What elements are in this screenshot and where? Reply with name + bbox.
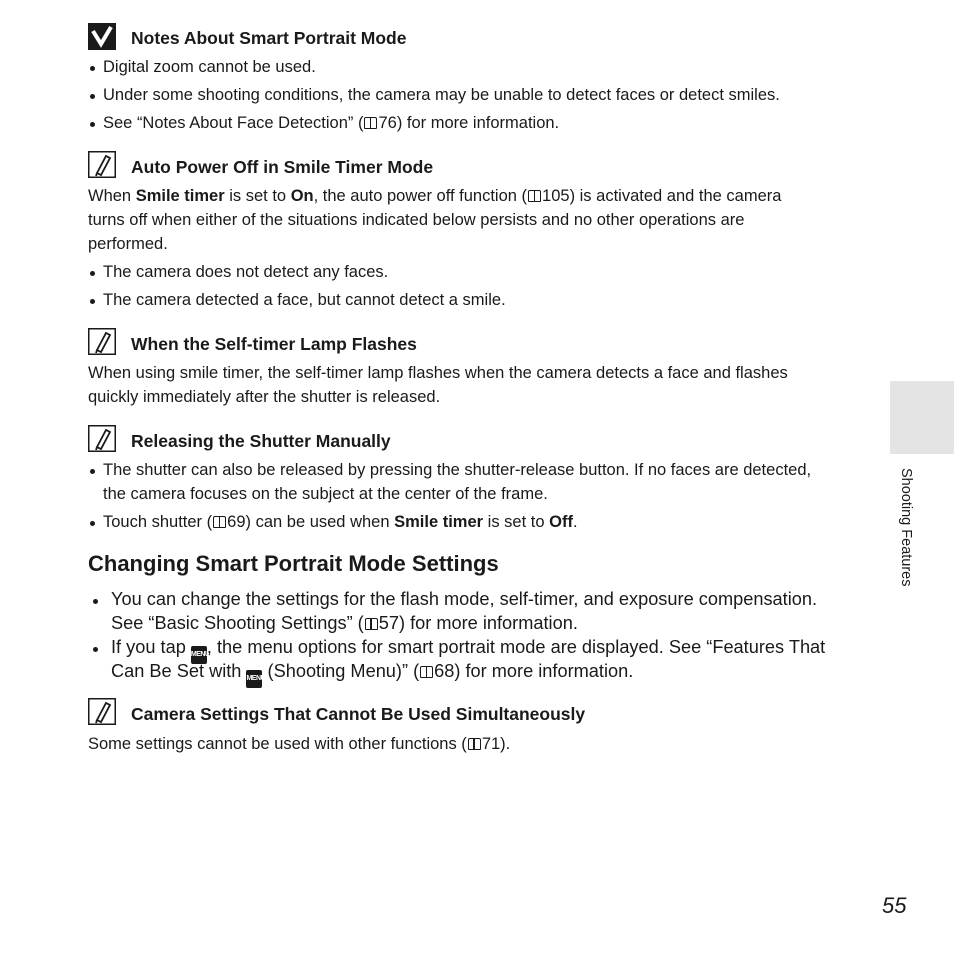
text: Can Be Set with [111, 661, 247, 681]
bullet [90, 94, 95, 99]
auto-power-off-bullet-1: The camera does not detect any faces. [103, 263, 389, 281]
heading-release-manually: Releasing the Shutter Manually [131, 431, 391, 451]
book-reference-icon [420, 666, 433, 678]
term-smile-timer: Smile timer [135, 187, 225, 205]
side-chapter-tab [890, 381, 954, 454]
book-reference-icon [468, 738, 481, 750]
changing-bullet-1-line-2 [111, 612, 578, 634]
release-bullet-2 [103, 511, 578, 533]
menu-icon: MENU [191, 646, 207, 664]
menu-icon: MENU [246, 670, 262, 688]
bullet [90, 469, 95, 474]
term-off: Off [549, 513, 573, 531]
heading-cannot-simultaneous: Camera Settings That Cannot Be Used Simultaneously [131, 704, 586, 724]
heading-auto-power-off: Auto Power Off in Smile Timer Mode [131, 157, 434, 177]
text: See “Notes About Face Detection” ( [103, 114, 364, 132]
book-reference-icon [528, 190, 541, 202]
bullet [90, 122, 95, 127]
notes-bullet-1: Digital zoom cannot be used. [103, 58, 316, 76]
text: ) is activated and the camera [569, 187, 782, 205]
page-ref[interactable]: 69 [227, 513, 246, 531]
text: , the menu options for smart portrait mode are displayed. See “Features That [206, 637, 826, 657]
page-ref[interactable]: 57 [378, 613, 399, 633]
note-pencil-icon [88, 328, 116, 355]
text: ) for more information. [454, 661, 634, 681]
release-bullet-1-line-2: the camera focuses on the subject at the center of the frame. [103, 485, 548, 503]
text: ). [500, 735, 511, 753]
page-ref[interactable]: 105 [542, 187, 570, 205]
self-timer-para-line-1: When using smile timer, the self-timer lamp flashes when the camera detects a face and flashes [88, 364, 788, 382]
auto-power-off-para-line-1 [88, 185, 781, 207]
cannot-simultaneous-para [88, 733, 510, 755]
bullet [93, 647, 98, 652]
text: See “Basic Shooting Settings” ( [111, 613, 364, 633]
text: (Shooting Menu)” ( [262, 661, 420, 681]
bullet [93, 599, 98, 604]
self-timer-para-line-2: quickly immediately after the shutter is released. [88, 388, 441, 406]
text: ) for more information. [396, 114, 560, 132]
auto-power-off-para-line-3: performed. [88, 235, 168, 253]
bullet [90, 299, 95, 304]
book-reference-icon [364, 117, 377, 129]
page-number: 55 [882, 893, 907, 918]
auto-power-off-bullet-2: The camera detected a face, but cannot detect a smile. [103, 291, 506, 309]
text: ) for more information. [398, 613, 578, 633]
heading-notes-smart-portrait: Notes About Smart Portrait Mode [131, 28, 407, 48]
heading-self-timer-lamp: When the Self-timer Lamp Flashes [131, 334, 417, 354]
book-reference-icon [213, 516, 226, 528]
changing-bullet-1-line-1: You can change the settings for the flash mode, self-timer, and exposure compensation. [111, 589, 818, 609]
term-on: On [290, 187, 314, 205]
text: Touch shutter ( [103, 513, 213, 531]
text: is set to [483, 513, 550, 531]
text: ) can be used when [245, 513, 395, 531]
changing-bullet-2-line-2 [111, 660, 633, 688]
bullet [90, 66, 95, 71]
auto-power-off-para-line-2: turns off when either of the situations indicated below persists and no other operations are [88, 211, 745, 229]
text: is set to [224, 187, 291, 205]
notes-bullet-3 [103, 112, 559, 134]
page-ref[interactable]: 68 [434, 661, 455, 681]
bullet [90, 271, 95, 276]
text: , the auto power off function ( [313, 187, 528, 205]
notes-bullet-2: Under some shooting conditions, the camera may be unable to detect faces or detect smiles. [103, 86, 780, 104]
note-pencil-icon [88, 698, 116, 725]
note-pencil-icon [88, 151, 116, 178]
side-chapter-label: Shooting Features [898, 468, 914, 587]
text: . [572, 513, 578, 531]
text: When [88, 187, 136, 205]
text: If you tap [111, 637, 191, 657]
term-smile-timer: Smile timer [394, 513, 484, 531]
text: Some settings cannot be used with other functions ( [88, 735, 467, 753]
release-bullet-1-line-1: The shutter can also be released by pressing the shutter-release button. If no faces are detected, [103, 461, 812, 479]
book-reference-icon [365, 618, 378, 630]
caution-check-icon [88, 23, 116, 50]
page-ref[interactable]: 76 [378, 114, 397, 132]
section-title-changing-settings: Changing Smart Portrait Mode Settings [88, 551, 499, 576]
note-pencil-icon [88, 425, 116, 452]
page-ref[interactable]: 71 [481, 735, 501, 753]
bullet [90, 521, 95, 526]
